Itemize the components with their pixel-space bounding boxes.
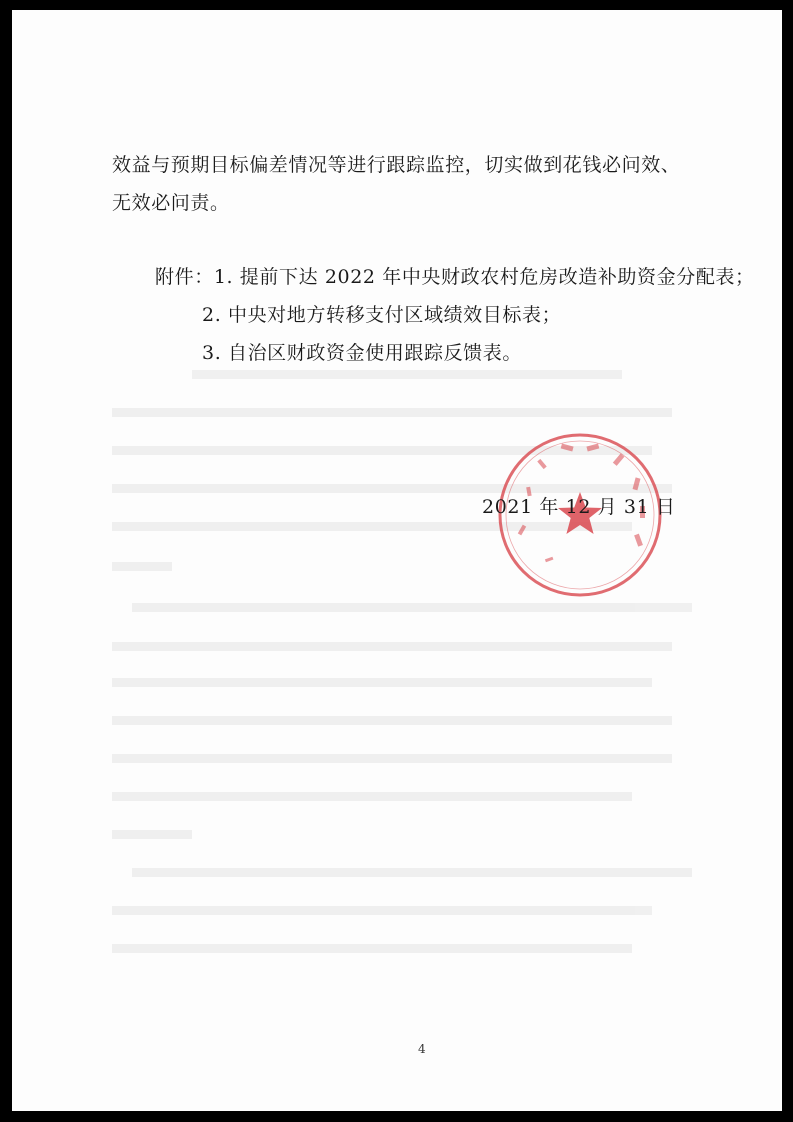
document-page [12,10,782,1111]
attachment-item-3: 3. 自治区财政资金使用跟踪反馈表。 [202,342,522,364]
body-text-line-1: 效益与预期目标偏差情况等进行跟踪监控，切实做到花钱必问效、 [112,154,681,176]
body-text-line-2: 无效必问责。 [112,192,230,214]
page-number: 4 [418,1042,426,1056]
attachments-lead: 附件： [155,266,214,288]
attachments-block [155,262,755,289]
attachment-item-1: 1. 提前下达 2022 年中央财政农村危房改造补助资金分配表； [213,266,755,288]
issue-date: 2021 年 12 月 31 日 [482,496,676,518]
attachment-item-2: 2. 中央对地方转移支付区域绩效目标表； [202,304,562,326]
